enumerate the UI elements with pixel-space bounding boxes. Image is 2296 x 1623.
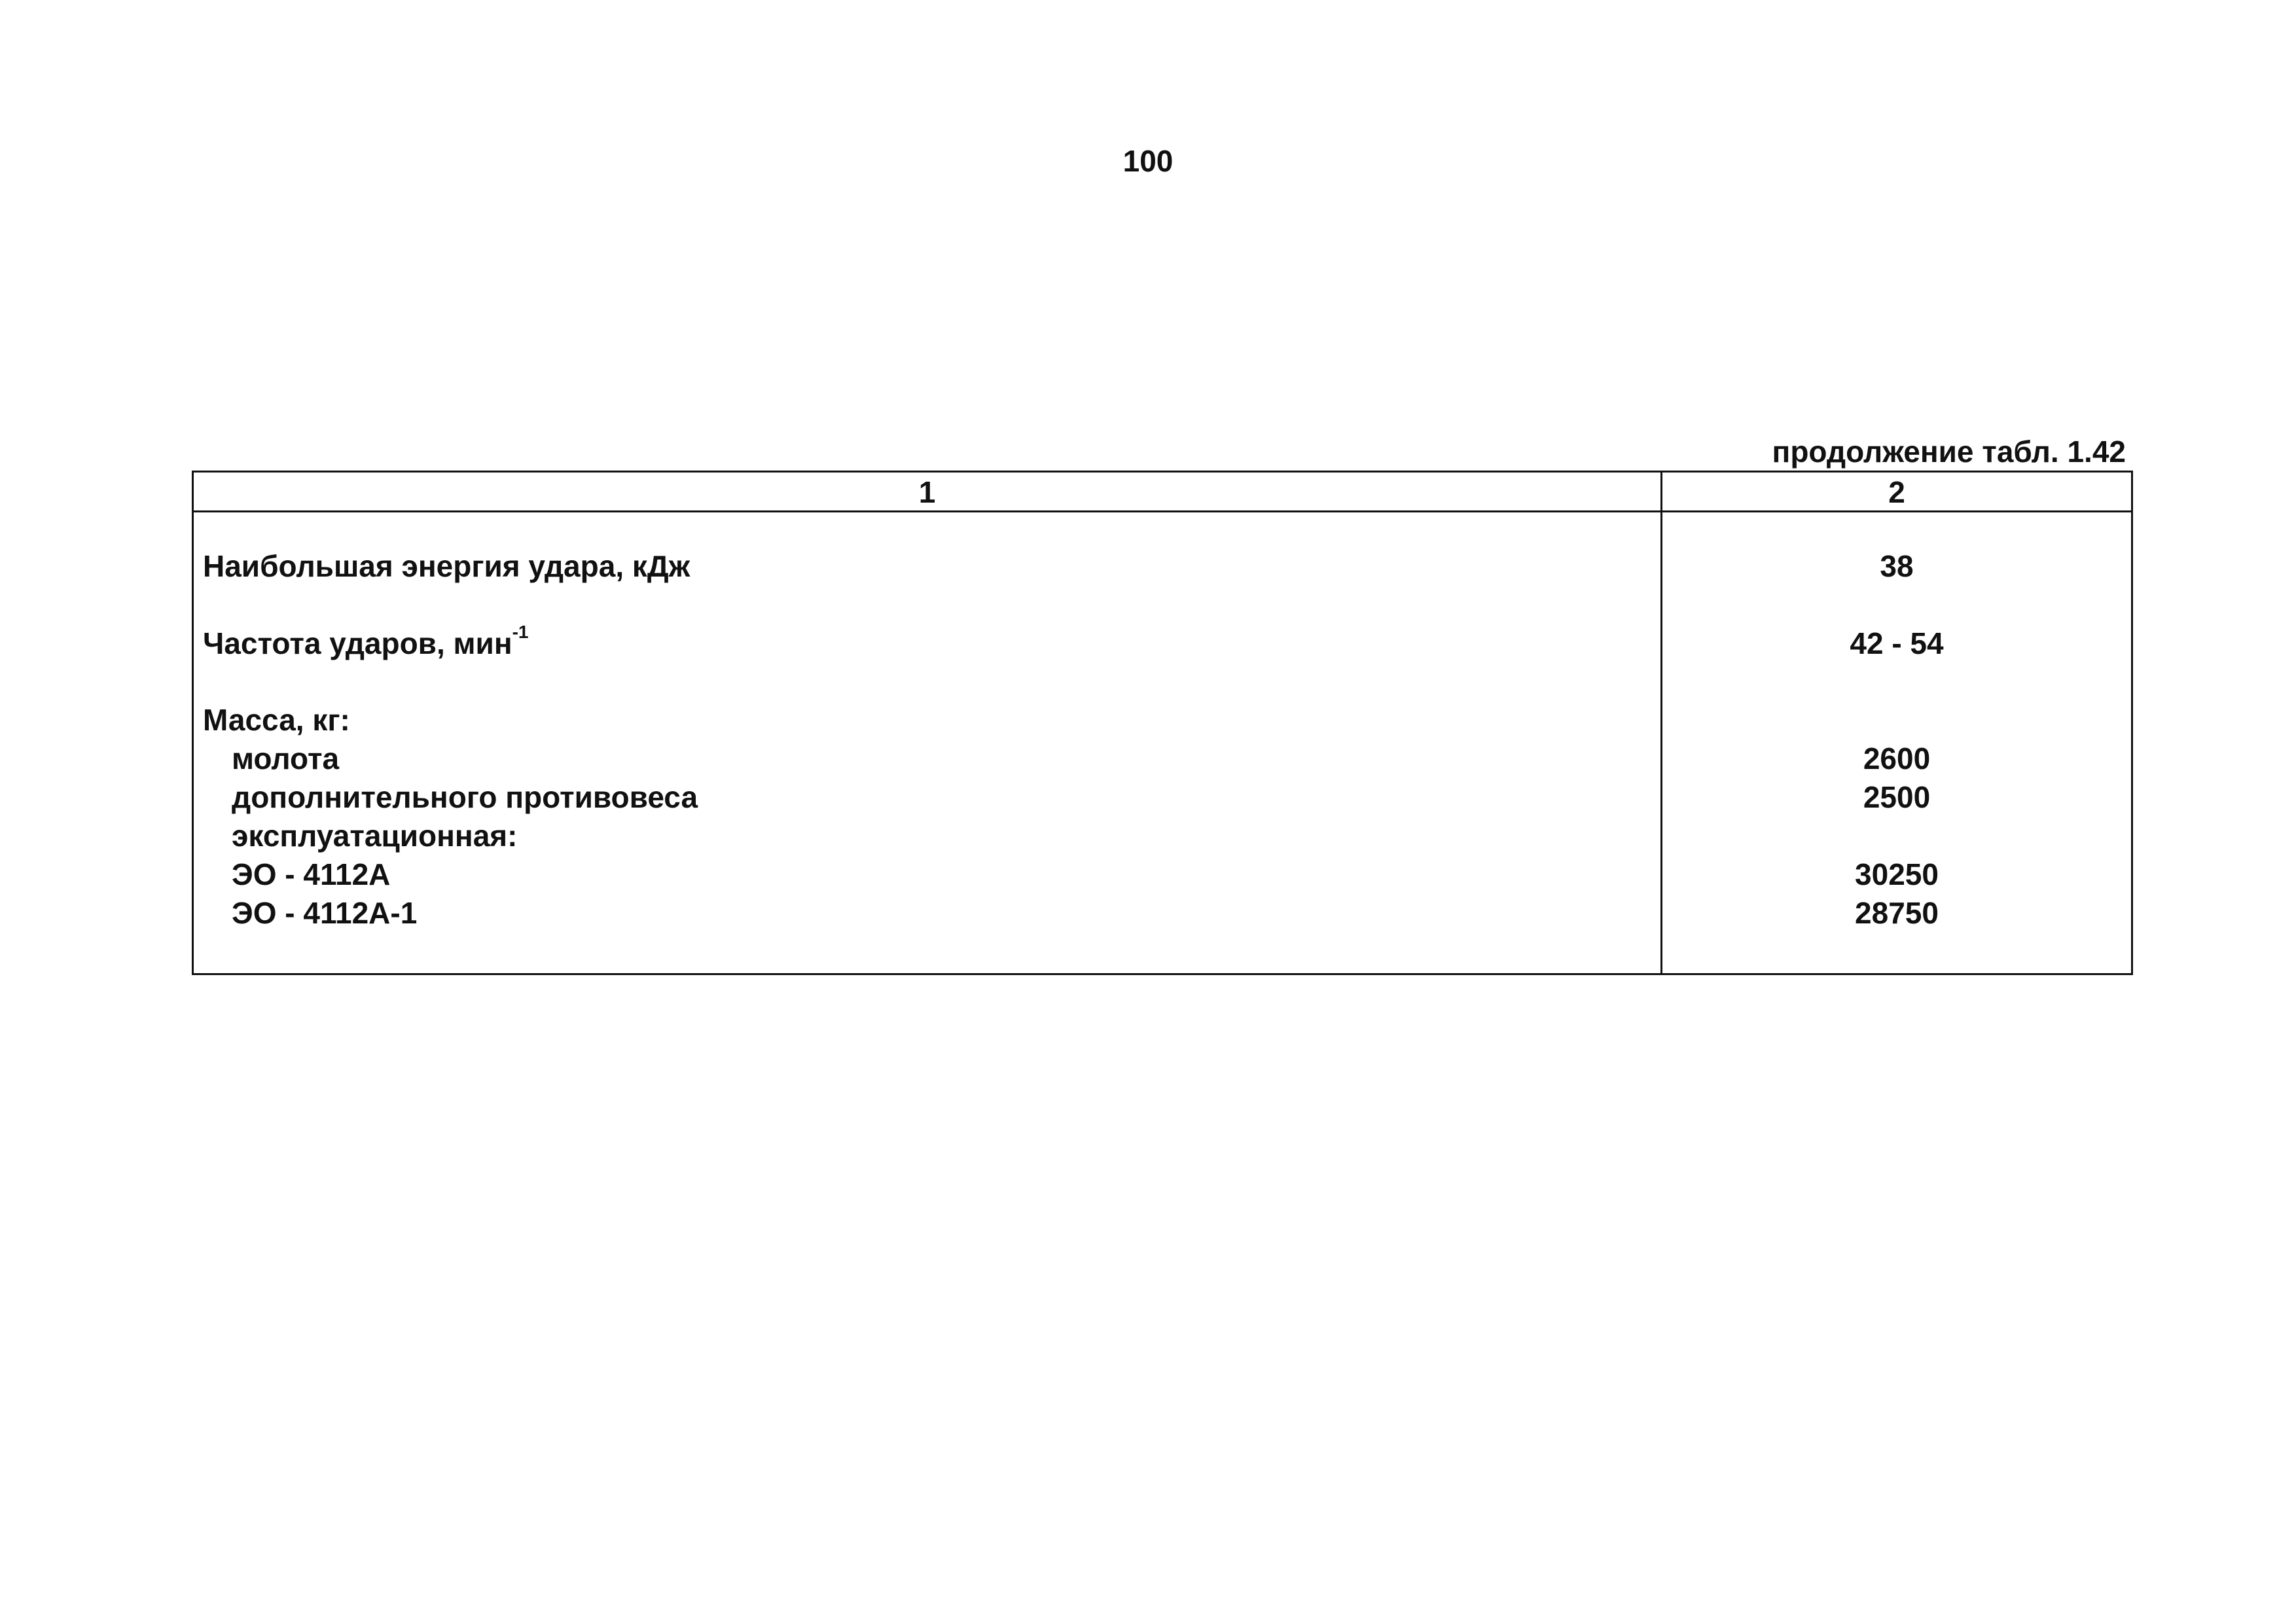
row-value-model-eo-4112a: 30250 xyxy=(1855,857,1939,891)
row-label-impact-frequency-exponent: -1 xyxy=(512,622,529,642)
header-divider xyxy=(194,510,2131,512)
row-label-model-eo-4112a: ЭО - 4112А xyxy=(232,857,391,891)
column-header-1: 1 xyxy=(918,475,936,509)
row-label-impact-frequency-text: Частота ударов, мин xyxy=(203,626,512,660)
row-value-impact-energy: 38 xyxy=(1880,549,1914,583)
table-caption: продолжение табл. 1.42 xyxy=(1772,435,2126,469)
row-label-hammer-mass: молота xyxy=(232,741,340,776)
row-label-model-eo-4112a-1: ЭО - 4112А-1 xyxy=(232,896,418,930)
row-label-counterweight-mass: дополнительного противовеса xyxy=(232,780,698,814)
row-label-mass: Масса, кг: xyxy=(203,703,350,737)
row-label-impact-energy: Наибольшая энергия удара, кДж xyxy=(203,549,691,583)
row-label-operating-mass: эксплуатационная: xyxy=(232,819,518,853)
row-value-hammer-mass: 2600 xyxy=(1863,741,1931,776)
data-table xyxy=(192,471,2133,975)
row-value-model-eo-4112a-1: 28750 xyxy=(1855,896,1939,930)
row-value-impact-frequency: 42 - 54 xyxy=(1850,626,1944,660)
row-value-counterweight-mass: 2500 xyxy=(1863,780,1931,814)
page-number: 100 xyxy=(1122,144,1174,178)
row-label-impact-frequency xyxy=(203,622,529,662)
column-header-2: 2 xyxy=(1888,475,1905,509)
